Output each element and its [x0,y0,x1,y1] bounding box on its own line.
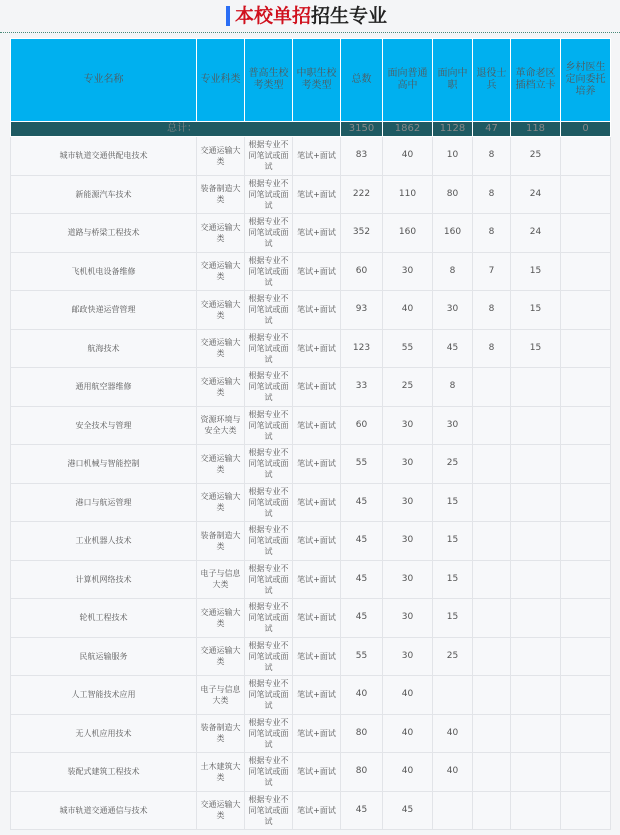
header-cell: 面向中职 [433,39,473,122]
title-highlight: 本校单招 [235,5,312,27]
total-cell: 45 [341,791,383,830]
category-cell: 交通运输大类 [197,137,245,176]
totals-label: 总计： [11,122,341,137]
veteran-quota-cell [473,483,511,522]
pg-quota-cell: 40 [383,753,433,792]
gk-exam-type-cell: 根据专业不同笔试或面试 [245,714,293,753]
pg-quota-cell: 40 [383,676,433,715]
major-name-cell: 城市轨道交通通信与技术 [11,791,197,830]
pg-quota-cell: 55 [383,329,433,368]
majors-table [10,38,611,830]
laoqu-quota-cell: 15 [511,291,561,330]
major-name-cell: 城市轨道交通供配电技术 [11,137,197,176]
zz-exam-type-cell: 笔试+面试 [293,406,341,445]
category-cell: 交通运输大类 [197,791,245,830]
gk-exam-type-cell: 根据专业不同笔试或面试 [245,291,293,330]
table-row [11,214,611,253]
pg-quota-cell: 30 [383,599,433,638]
rural-doctor-cell [561,137,611,176]
major-name-cell: 通用航空器维修 [11,368,197,407]
total-cell: 45 [341,522,383,561]
table-row [11,714,611,753]
totals-value: 118 [511,122,561,137]
zz-quota-cell: 160 [433,214,473,253]
category-cell: 交通运输大类 [197,329,245,368]
zz-exam-type-cell: 笔试+面试 [293,522,341,561]
zz-exam-type-cell: 笔试+面试 [293,637,341,676]
laoqu-quota-cell [511,483,561,522]
category-cell: 电子与信息大类 [197,560,245,599]
veteran-quota-cell [473,791,511,830]
major-name-cell: 港口机械与智能控制 [11,445,197,484]
header-cell: 乡村医生定向委托培养 [561,39,611,122]
zz-exam-type-cell: 笔试+面试 [293,252,341,291]
table-row [11,599,611,638]
rural-doctor-cell [561,368,611,407]
pg-quota-cell: 30 [383,522,433,561]
category-cell: 交通运输大类 [197,291,245,330]
veteran-quota-cell [473,445,511,484]
total-cell: 33 [341,368,383,407]
table-row [11,560,611,599]
gk-exam-type-cell: 根据专业不同笔试或面试 [245,137,293,176]
total-cell: 60 [341,252,383,291]
pg-quota-cell: 30 [383,252,433,291]
zz-quota-cell: 25 [433,445,473,484]
major-name-cell: 安全技术与管理 [11,406,197,445]
category-cell: 交通运输大类 [197,368,245,407]
pg-quota-cell: 30 [383,560,433,599]
rural-doctor-cell [561,175,611,214]
zz-exam-type-cell: 笔试+面试 [293,599,341,638]
totals-value: 0 [561,122,611,137]
category-cell: 交通运输大类 [197,214,245,253]
laoqu-quota-cell [511,406,561,445]
table-row [11,753,611,792]
gk-exam-type-cell: 根据专业不同笔试或面试 [245,560,293,599]
pg-quota-cell: 40 [383,137,433,176]
header-cell: 革命老区插档立卡 [511,39,561,122]
major-name-cell: 道路与桥梁工程技术 [11,214,197,253]
gk-exam-type-cell: 根据专业不同笔试或面试 [245,637,293,676]
laoqu-quota-cell: 24 [511,175,561,214]
rural-doctor-cell [561,637,611,676]
rural-doctor-cell [561,329,611,368]
header-row [11,39,611,122]
pg-quota-cell: 30 [383,637,433,676]
veteran-quota-cell [473,599,511,638]
laoqu-quota-cell [511,676,561,715]
rural-doctor-cell [561,483,611,522]
total-cell: 45 [341,599,383,638]
total-cell: 45 [341,560,383,599]
major-name-cell: 飞机机电设备维修 [11,252,197,291]
table-row [11,137,611,176]
rural-doctor-cell [561,791,611,830]
major-name-cell: 新能源汽车技术 [11,175,197,214]
category-cell: 装备制造大类 [197,175,245,214]
laoqu-quota-cell: 15 [511,329,561,368]
veteran-quota-cell [473,676,511,715]
gk-exam-type-cell: 根据专业不同笔试或面试 [245,252,293,291]
zz-quota-cell [433,676,473,715]
laoqu-quota-cell: 24 [511,214,561,253]
veteran-quota-cell [473,714,511,753]
rural-doctor-cell [561,291,611,330]
rural-doctor-cell [561,522,611,561]
zz-exam-type-cell: 笔试+面试 [293,676,341,715]
table-row [11,368,611,407]
gk-exam-type-cell: 根据专业不同笔试或面试 [245,368,293,407]
gk-exam-type-cell: 根据专业不同笔试或面试 [245,329,293,368]
header-cell: 退役士兵 [473,39,511,122]
table-row [11,406,611,445]
major-name-cell: 轮机工程技术 [11,599,197,638]
gk-exam-type-cell: 根据专业不同笔试或面试 [245,753,293,792]
zz-quota-cell: 15 [433,522,473,561]
total-cell: 123 [341,329,383,368]
major-name-cell: 计算机网络技术 [11,560,197,599]
category-cell: 电子与信息大类 [197,676,245,715]
category-cell: 装备制造大类 [197,714,245,753]
table-row [11,175,611,214]
rural-doctor-cell [561,445,611,484]
zz-exam-type-cell: 笔试+面试 [293,445,341,484]
table-row [11,522,611,561]
total-cell: 80 [341,753,383,792]
pg-quota-cell: 25 [383,368,433,407]
laoqu-quota-cell [511,560,561,599]
major-name-cell: 人工智能技术应用 [11,676,197,715]
totals-value: 47 [473,122,511,137]
laoqu-quota-cell: 25 [511,137,561,176]
table-row [11,637,611,676]
total-cell: 80 [341,714,383,753]
gk-exam-type-cell: 根据专业不同笔试或面试 [245,214,293,253]
pg-quota-cell: 30 [383,445,433,484]
header-cell: 面向普通高中 [383,39,433,122]
zz-exam-type-cell: 笔试+面试 [293,137,341,176]
header-cell: 专业名称 [11,39,197,122]
zz-quota-cell: 30 [433,406,473,445]
veteran-quota-cell [473,406,511,445]
zz-exam-type-cell: 笔试+面试 [293,714,341,753]
category-cell: 交通运输大类 [197,445,245,484]
zz-exam-type-cell: 笔试+面试 [293,291,341,330]
table-row [11,291,611,330]
major-name-cell: 无人机应用技术 [11,714,197,753]
table-row [11,483,611,522]
total-cell: 352 [341,214,383,253]
header-cell: 专业科类 [197,39,245,122]
zz-quota-cell: 15 [433,483,473,522]
pg-quota-cell: 160 [383,214,433,253]
zz-quota-cell: 80 [433,175,473,214]
total-cell: 222 [341,175,383,214]
zz-exam-type-cell: 笔试+面试 [293,175,341,214]
pg-quota-cell: 40 [383,291,433,330]
zz-exam-type-cell: 笔试+面试 [293,560,341,599]
laoqu-quota-cell [511,522,561,561]
pg-quota-cell: 45 [383,791,433,830]
rural-doctor-cell [561,406,611,445]
total-cell: 55 [341,445,383,484]
pg-quota-cell: 30 [383,406,433,445]
veteran-quota-cell: 8 [473,175,511,214]
zz-exam-type-cell: 笔试+面试 [293,368,341,407]
zz-exam-type-cell: 笔试+面试 [293,214,341,253]
title-rest: 招生专业 [311,5,388,27]
category-cell: 交通运输大类 [197,252,245,291]
category-cell: 交通运输大类 [197,483,245,522]
veteran-quota-cell: 8 [473,214,511,253]
zz-quota-cell: 8 [433,368,473,407]
rural-doctor-cell [561,214,611,253]
pg-quota-cell: 30 [383,483,433,522]
laoqu-quota-cell: 15 [511,252,561,291]
rural-doctor-cell [561,599,611,638]
rural-doctor-cell [561,753,611,792]
category-cell: 土木建筑大类 [197,753,245,792]
gk-exam-type-cell: 根据专业不同笔试或面试 [245,522,293,561]
table-row [11,329,611,368]
rural-doctor-cell [561,252,611,291]
title-bar [0,0,620,33]
zz-quota-cell: 25 [433,637,473,676]
zz-quota-cell: 40 [433,753,473,792]
pg-quota-cell: 110 [383,175,433,214]
table-row [11,676,611,715]
veteran-quota-cell: 8 [473,291,511,330]
header-cell: 中职生校考类型 [293,39,341,122]
total-cell: 60 [341,406,383,445]
zz-quota-cell: 15 [433,560,473,599]
gk-exam-type-cell: 根据专业不同笔试或面试 [245,483,293,522]
totals-value: 3150 [341,122,383,137]
zz-exam-type-cell: 笔试+面试 [293,753,341,792]
zz-quota-cell: 40 [433,714,473,753]
veteran-quota-cell [473,637,511,676]
laoqu-quota-cell [511,637,561,676]
total-cell: 83 [341,137,383,176]
table-row [11,252,611,291]
zz-quota-cell: 15 [433,599,473,638]
laoqu-quota-cell [511,791,561,830]
table-row [11,791,611,830]
zz-quota-cell: 30 [433,291,473,330]
gk-exam-type-cell: 根据专业不同笔试或面试 [245,791,293,830]
total-cell: 93 [341,291,383,330]
veteran-quota-cell: 7 [473,252,511,291]
veteran-quota-cell: 8 [473,137,511,176]
category-cell: 交通运输大类 [197,599,245,638]
category-cell: 资源环境与安全大类 [197,406,245,445]
laoqu-quota-cell [511,714,561,753]
header-cell: 普高生校考类型 [245,39,293,122]
category-cell: 装备制造大类 [197,522,245,561]
header-cell: 总数 [341,39,383,122]
pg-quota-cell: 40 [383,714,433,753]
page-title [226,4,387,28]
zz-quota-cell: 8 [433,252,473,291]
major-name-cell: 装配式建筑工程技术 [11,753,197,792]
major-name-cell: 工业机器人技术 [11,522,197,561]
veteran-quota-cell: 8 [473,329,511,368]
major-name-cell: 民航运输服务 [11,637,197,676]
veteran-quota-cell [473,753,511,792]
major-name-cell: 邮政快递运营管理 [11,291,197,330]
veteran-quota-cell [473,368,511,407]
veteran-quota-cell [473,560,511,599]
zz-exam-type-cell: 笔试+面试 [293,483,341,522]
totals-row [11,122,611,137]
zz-quota-cell: 45 [433,329,473,368]
total-cell: 45 [341,483,383,522]
zz-quota-cell [433,791,473,830]
major-name-cell: 港口与航运管理 [11,483,197,522]
zz-exam-type-cell: 笔试+面试 [293,791,341,830]
zz-quota-cell: 10 [433,137,473,176]
gk-exam-type-cell: 根据专业不同笔试或面试 [245,599,293,638]
total-cell: 55 [341,637,383,676]
totals-value: 1862 [383,122,433,137]
laoqu-quota-cell [511,599,561,638]
gk-exam-type-cell: 根据专业不同笔试或面试 [245,406,293,445]
totals-value: 1128 [433,122,473,137]
veteran-quota-cell [473,522,511,561]
gk-exam-type-cell: 根据专业不同笔试或面试 [245,175,293,214]
gk-exam-type-cell: 根据专业不同笔试或面试 [245,445,293,484]
total-cell: 40 [341,676,383,715]
table-row [11,445,611,484]
major-name-cell: 航海技术 [11,329,197,368]
gk-exam-type-cell: 根据专业不同笔试或面试 [245,676,293,715]
rural-doctor-cell [561,714,611,753]
rural-doctor-cell [561,560,611,599]
laoqu-quota-cell [511,445,561,484]
laoqu-quota-cell [511,368,561,407]
rural-doctor-cell [561,676,611,715]
zz-exam-type-cell: 笔试+面试 [293,329,341,368]
laoqu-quota-cell [511,753,561,792]
category-cell: 交通运输大类 [197,637,245,676]
